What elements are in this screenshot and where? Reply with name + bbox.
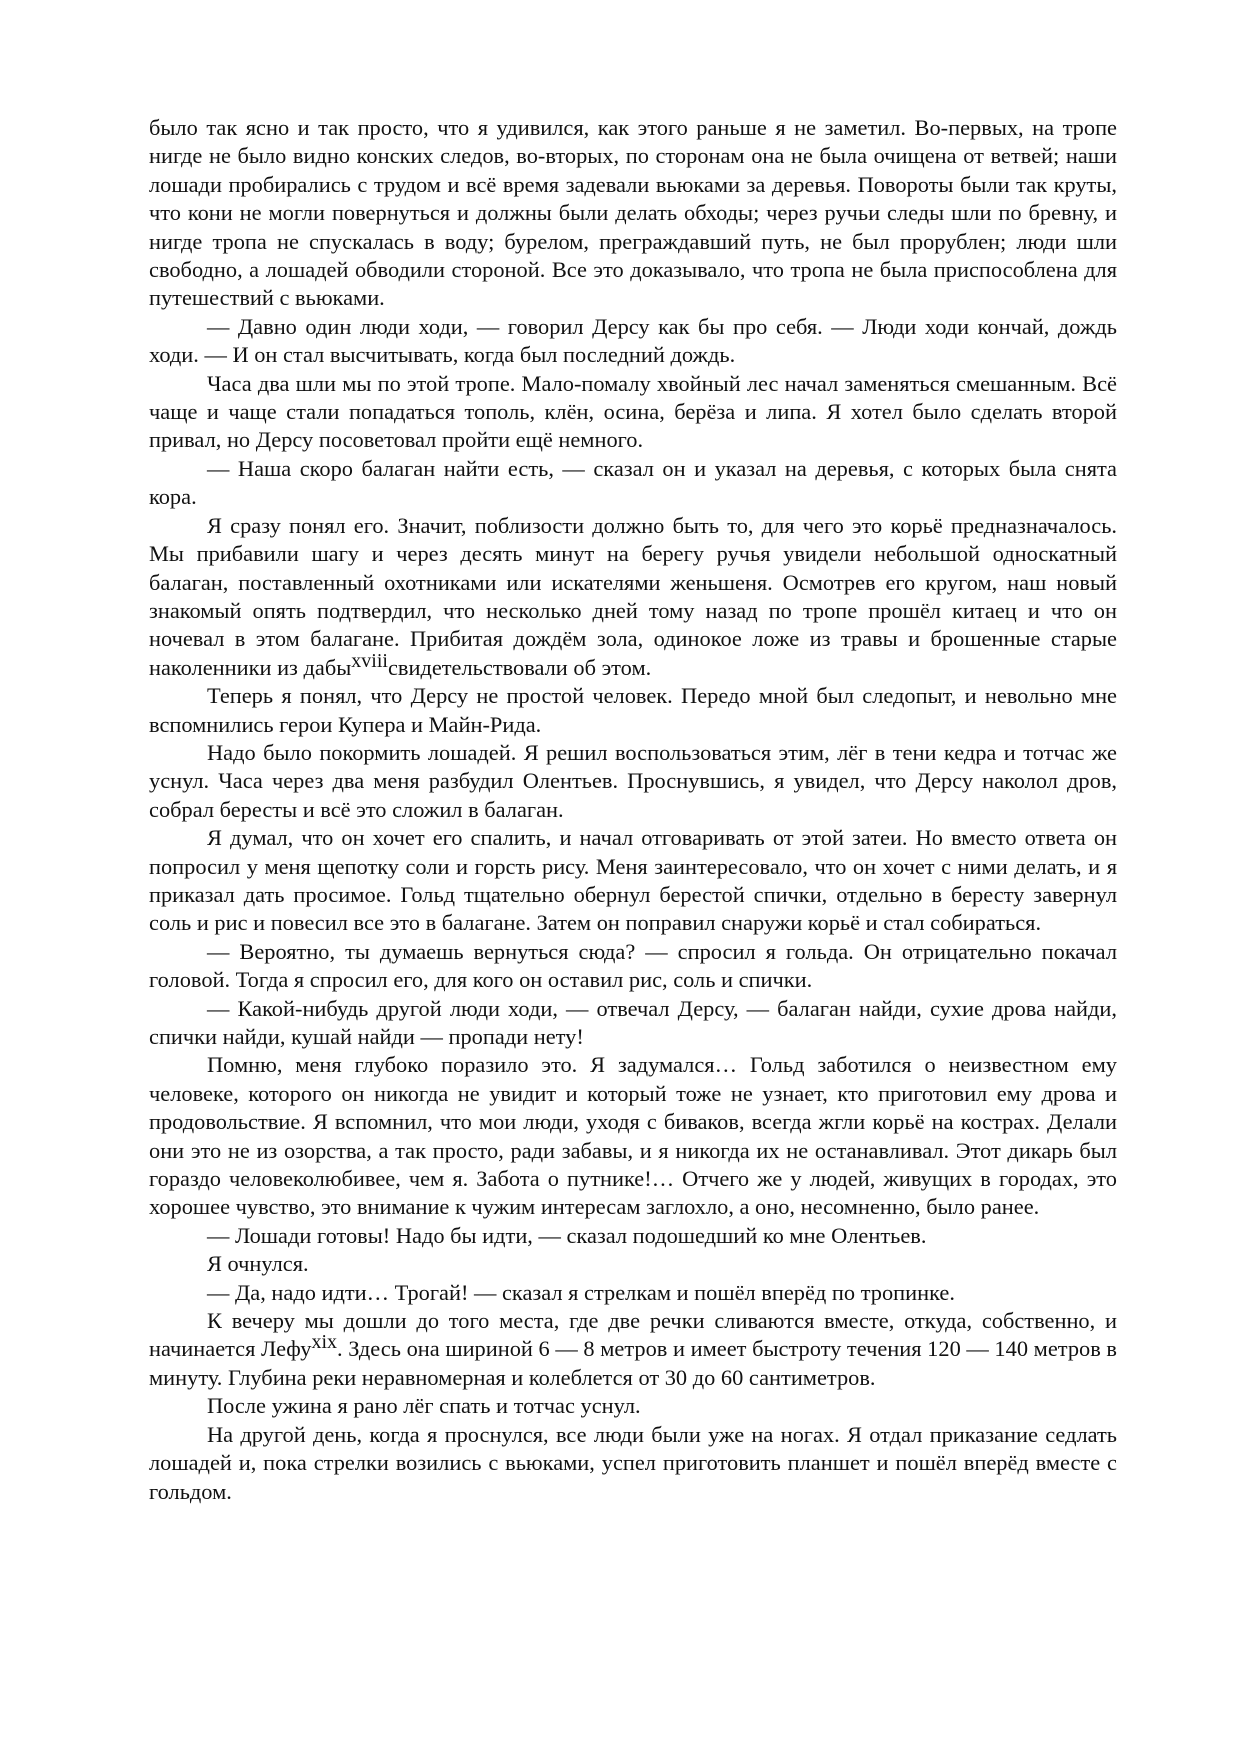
paragraph-1: было так ясно и так просто, что я удивился, как этого раньше я не заметил. Во-первых, на тропе нигде не было видно конских следов, во-вторых, по сторонам она не была очищена от ветвей; наши лошади пробирались с трудом и всё время задевали вьюками за деревья. Повороты были так круты, что кони не могли повернуться и должны были делать обходы; через ручьи следы шли по бревну, и нигде тропа не спускалась в воду; бурелом, преграждавший путь, не был прорублен; люди шли свободно, а лошадей обводили стороной. Все это доказывало, что тропа не была приспособлена для путешествий с вьюками. [149,115,1117,311]
paragraph-7: Надо было покормить лошадей. Я решил воспользоваться этим, лёг в тени кедра и тотчас же уснул. Часа через два меня разбудил Олентьев. Проснувшись, я увидел, что Дерсу наколол дров, собрал бересты и всё это сложил в балаган. [149,739,1117,822]
paragraph-5-text-before: Я сразу понял его. Значит, поблизости должно быть то, для чего это корьё предназначалось. Мы прибавили шагу и через десять минут на берегу ручья увидели небольшой односкатный балаган, поставленный охотниками или искателями женьшеня. Осмотрев его кругом, наш новый знакомый опять подтвердил, что несколько дней тому назад по тропе прошёл китаец и что он ночевал в этом балагане. Прибитая дождём зола, одинокое ложе из травы и брошенные старые наколенники из дабы [149,512,1117,680]
paragraph-14: — Да, надо идти… Трогай! — сказал я стрелкам и пошёл вперёд по тропинке. [207,1279,955,1305]
paragraph-4: — Наша скоро балаган найти есть, — сказал он и указал на деревья, с которых была снята кора. [149,455,1117,510]
paragraph-3: Часа два шли мы по этой тропе. Мало-помалу хвойный лес начал заменяться смешанным. Всё чаще и чаще стали попадаться тополь, клён, осина, берёза и липа. Я хотел было сделать второй привал, но Дерсу посоветовал пройти ещё немного. [149,370,1117,453]
paragraph-9: — Вероятно, ты думаешь вернуться сюда? — спросил я гольда. Он отрицательно покачал головой. Тогда я спросил его, для кого он оставил рис, соль и спички. [149,938,1117,993]
paragraph-13: Я очнулся. [207,1251,309,1277]
book-page [149,114,1117,1506]
paragraph-16: После ужина я рано лёг спать и тотчас уснул. [207,1393,641,1419]
paragraph-17: На другой день, когда я проснулся, все люди были уже на ногах. Я отдал приказание седлать лошадей и, пока стрелки возились с вьюками, успел приготовить планшет и пошёл вперёд вместе с гольдом. [149,1421,1117,1504]
paragraph-10: — Какой-нибудь другой люди ходи, — отвечал Дерсу, — балаган найди, сухие дрова найди, спички найди, кушай найди — пропади нету! [149,995,1117,1049]
paragraph-5 [149,512,1117,682]
paragraph-15 [149,1307,1117,1392]
paragraph-8: Я думал, что он хочет его спалить, и начал отговаривать от этой затеи. Но вместо ответа он попросил у меня щепотку соли и горсть рису. Меня заинтересовало, что он хочет с ними делать, и я приказал дать просимое. Гольд тщательно обернул берестой спички, отдельно в бересту завернул соль и рис и повесил все это в балагане. Затем он поправил снаружи корьё и стал собираться. [149,825,1117,936]
footnote-marker-xix[interactable]: xix [311,1331,338,1354]
paragraph-2: — Давно один люди ходи, — говорил Дерсу как бы про себя. — Люди ходи кончай, дождь ходи. — И он стал высчитывать, когда был последний дождь. [149,313,1117,368]
paragraph-12: — Лошади готовы! Надо бы идти, — сказал подошедший ко мне Олентьев. [207,1222,927,1248]
paragraph-5-text-after: свидетельствовали об этом. [387,654,652,680]
paragraph-15-text-after: . Здесь она шириной 6 — 8 метров и имеет быстроту течения 120 — 140 метров в минуту. Глубина реки неравномерная и колеблется от 30 до 60 сантиметров. [149,1336,1117,1390]
paragraph-6: Теперь я понял, что Дерсу не простой человек. Передо мной был следопыт, и невольно мне вспомнились герои Купера и Майн-Рида. [149,683,1117,737]
paragraph-11: Помню, меня глубоко поразило это. Я задумался… Гольд заботился о неизвестном ему человеке, которого он никогда не увидит и который тоже не узнает, кто приготовил ему дрова и продовольствие. Я вспомнил, что мои люди, уходя с биваков, всегда жгли корьё на кострах. Делали они это не из озорства, а так просто, ради забавы, и я никогда их не останавливал. Этот дикарь был гораздо человеколюбивее, чем я. Забота о путнике!… Отчего же у людей, живущих в городах, это хорошее чувство, это внимание к чужим интересам заглохло, а оно, несомненно, было ранее. [149,1052,1117,1220]
footnote-marker-xviii[interactable]: xviii [351,649,388,672]
paragraph-15-text-before: К вечеру мы дошли до того места, где две речки сливаются вместе, откуда, собственно, и начинается Лефу [149,1308,1117,1362]
